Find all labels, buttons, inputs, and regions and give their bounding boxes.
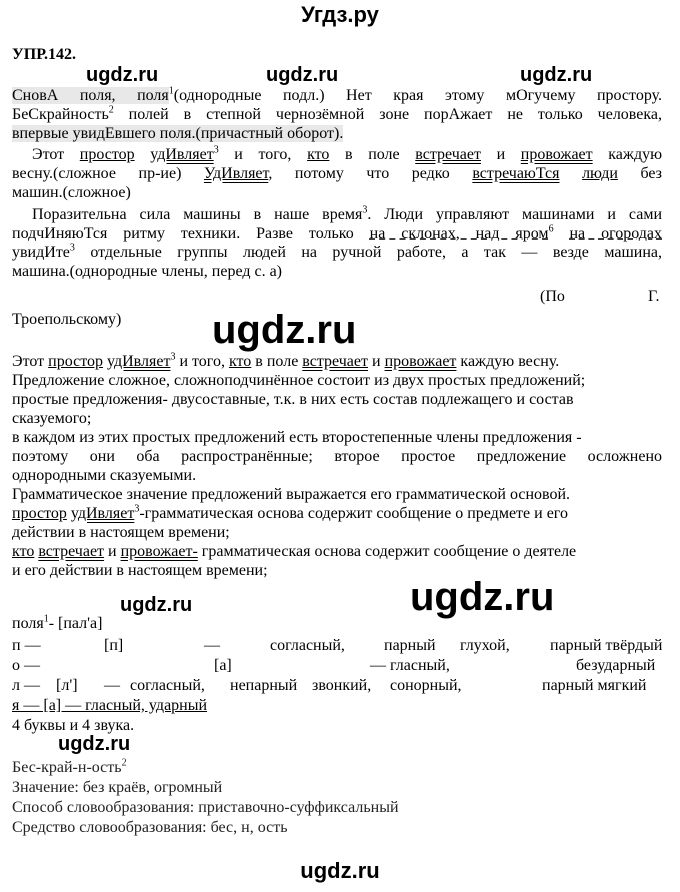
analysis-line: простор удИвляет$^3$-грамматическая основа содержит сообщение о предмете и его — [12, 503, 568, 522]
analysis-line: однородными сказуемыми. — [12, 467, 197, 484]
attribution-po: (По — [540, 288, 565, 305]
watermark: ugdz.ru — [266, 64, 339, 86]
text-line: Поразительна сила машины в наше время$^3$. Люди управляют машинами и сами — [32, 204, 663, 223]
analysis-sentence: Этот простор удИвляет$^3$ и того, кто в поле встречает и провожает каждую весну. — [12, 351, 560, 370]
text-line: Этот простор удИвляет$^3$ и того, кто в поле встречает и провожает каждую — [32, 144, 663, 163]
watermark: ugdz.ru — [212, 308, 357, 352]
analysis-line: в каждом из этих простых предложений есть второстепенные члены предложения - — [12, 429, 582, 446]
analysis-line: Предложение сложное, сложноподчинённое состоит из двух простых предложений; — [12, 372, 586, 389]
text-line: увидИте$^3$ отдельные группы людей на ручной работе, а так — везде машина, — [12, 242, 662, 261]
site-footer: ugdz.ru — [300, 858, 380, 883]
morpheme-means: Средство словообразования: бес, н, ость — [12, 819, 288, 836]
analysis-line: поэтому они оба распространённые; второе простое предложение осложнено — [12, 448, 662, 465]
phonetic-count: 4 буквы и 4 звука. — [12, 717, 135, 734]
exercise-number: УПР.142. — [12, 46, 76, 63]
site-title: Угдз.ру — [301, 2, 379, 27]
phonetic-word: поля$^1$- [пал'а] — [12, 613, 103, 632]
watermark: ugdz.ru — [58, 733, 131, 755]
analysis-line: действии в настоящем времени; — [12, 524, 230, 541]
text-line: БеСкрайность$^2$ полей в степной чернозёмной зоне порАжает не только человека, — [12, 104, 662, 123]
morpheme-meaning: Значение: без краёв, огромный — [12, 779, 223, 796]
attribution-initial: Г. — [648, 288, 660, 305]
analysis-line: Грамматическое значение предложений выражается его грамматической основой. — [12, 486, 571, 503]
analysis-line: и его действии в настоящем времени; — [12, 562, 268, 579]
attribution-name: Троепольскому) — [12, 311, 122, 328]
watermark: ugdz.ru — [520, 64, 593, 86]
text-line: машин.(сложное) — [12, 184, 131, 201]
morpheme-method: Способ словообразования: приставочно-суффиксальный — [12, 799, 399, 816]
watermark: ugdz.ru — [410, 575, 555, 619]
analysis-line: кто встречает и провожает- грамматическая основа содержит сообщение о деятеле — [12, 543, 577, 560]
analysis-line: простые предложения- двусоставные, т.к. в них есть состав подлежащего и состав — [12, 391, 574, 408]
text-line: СновА поля, поля$^1$(однородные подл.) Нет края этому мОгучему простору. — [12, 85, 663, 104]
text-line: машина.(однородные члены, перед с. а) — [12, 263, 282, 280]
text-line: подчИняюТся ритму техники. Разве только на склонах, над яром$^6$ на огородах — [12, 223, 663, 242]
watermark: ugdz.ru — [86, 64, 159, 86]
analysis-line: сказуемого; — [12, 410, 92, 427]
text-line: впервые увидЕвшего поля.(причастный оборот). — [12, 125, 344, 142]
morpheme-word: Бес-край-н-ость$^2$ — [12, 757, 127, 776]
phonetic-row-ya: я — [а] — гласный, ударный — [12, 697, 208, 714]
text-line: весну.(сложное пр-ие) УдИвляет, потому что редко встречаюТся люди без — [12, 165, 662, 182]
watermark: ugdz.ru — [120, 594, 193, 616]
